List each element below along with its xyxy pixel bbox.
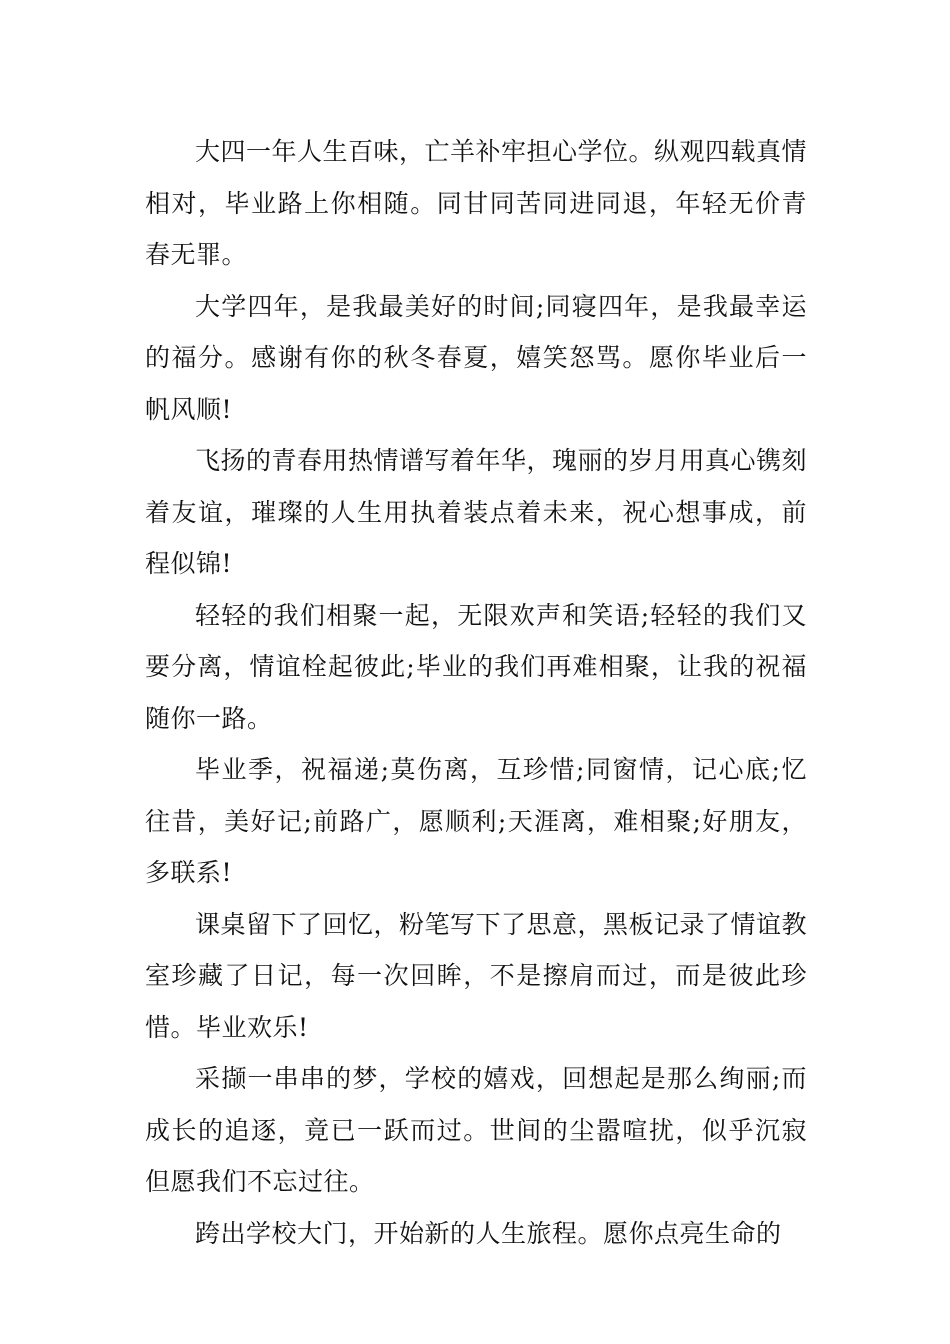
paragraph-8: 跨出学校大门，开始新的人生旅程。愿你点亮生命的 <box>195 1218 782 1248</box>
paragraph-1: 大四一年人生百味，亡羊补牢担心学位。纵观四载真情相对，毕业路上你相随。同甘同苦同进同退，年轻无价青春无罪。 <box>145 137 808 269</box>
paragraph-6: 课桌留下了回忆，粉笔写下了思意，黑板记录了情谊教室珍藏了日记，每一次回眸，不是擦肩而过，而是彼此珍惜。毕业欢乐! <box>145 909 808 1042</box>
paragraph-5: 毕业季，祝福递;莫伤离，互珍惜;同窗情，记心底;忆往昔，美好记;前路广，愿顺利;天涯离，难相聚;好朋友，多联系! <box>145 755 807 887</box>
paragraph-2: 大学四年，是我最美好的时间;同寝四年，是我最幸运的福分。感谢有你的秋冬春夏，嬉笑怒骂。愿你毕业后一帆风顺! <box>145 291 807 424</box>
paragraph-3: 飞扬的青春用热情谱写着年华，瑰丽的岁月用真心镌刻着友谊，璀璨的人生用执着装点着未来，祝心想事成，前程似锦! <box>145 446 808 578</box>
paragraph-4: 轻轻的我们相聚一起，无限欢声和笑语;轻轻的我们又要分离，情谊栓起彼此;毕业的我们再难相聚，让我的祝福随你一路。 <box>145 600 807 733</box>
paragraph-7: 采撷一串串的梦，学校的嬉戏，回想起是那么绚丽;而成长的追逐，竟已一跃而过。世间的尘嚣喧扰，似乎沉寂但愿我们不忘过往。 <box>145 1064 807 1196</box>
document-body <box>145 126 807 1259</box>
